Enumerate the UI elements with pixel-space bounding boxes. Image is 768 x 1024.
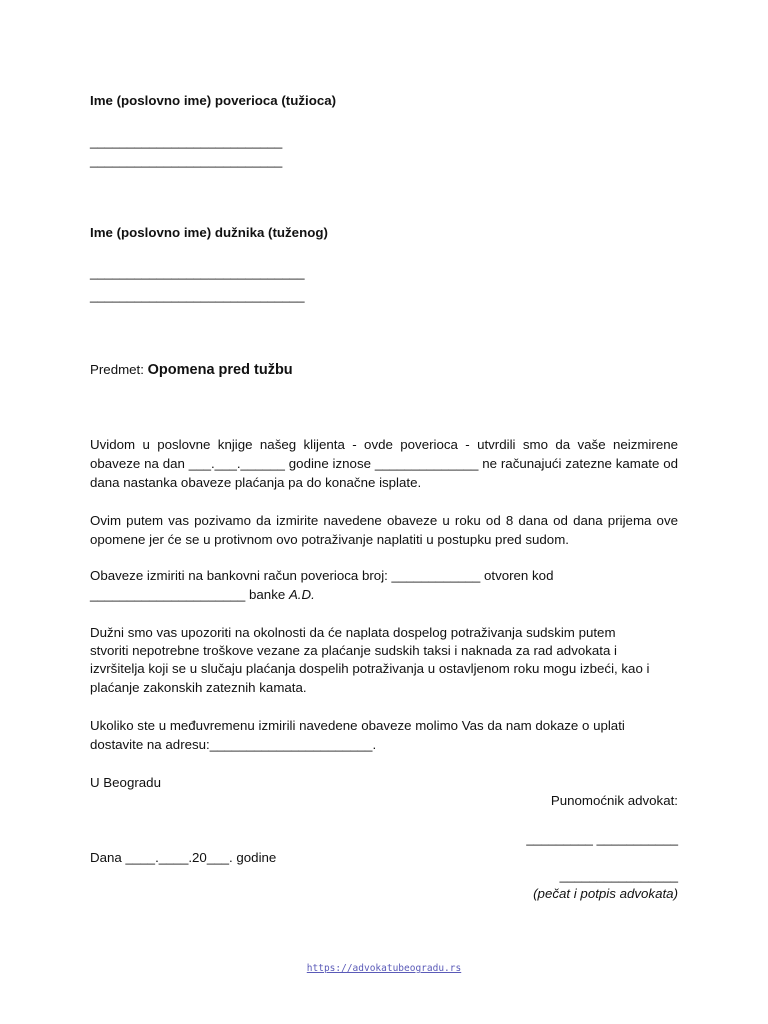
paragraph-warning-line-4: plaćanje zakonskih zateznih kamata.: [90, 680, 307, 695]
paragraph-bank-account-line-1: Obaveze izmiriti na bankovni račun poverioca broj: ____________ otvoren kod: [90, 568, 554, 583]
bank-label: banke: [245, 587, 289, 602]
debtor-blank-line-1: _____________________________: [90, 265, 305, 280]
website-link[interactable]: https://advokatubeogradu.rs: [306, 963, 462, 974]
debtor-heading: Ime (poslovno ime) dužnika (tuženog): [90, 225, 328, 240]
subject-line: [90, 362, 293, 378]
seal-signature-caption: (pečat i potpis advokata): [533, 886, 678, 901]
paragraph-warning-line-1: Dužni smo vas upozoriti na okolnosti da će naplata dospelog potraživanja sudskim putem: [90, 625, 616, 640]
paragraph-bank-account-line-2: [90, 587, 315, 602]
creditor-blank-line-1: __________________________: [90, 134, 283, 149]
city-line: U Beogradu: [90, 775, 161, 790]
debtor-blank-line-2: _____________________________: [90, 288, 305, 303]
bank-blank: _____________________: [90, 587, 246, 602]
paragraph-proof-line-1: Ukoliko ste u međuvremenu izmirili navedene obaveze molimo Vas da nam dokaze o uplati: [90, 718, 625, 733]
paragraph-warning-line-3: izvršitelja koji se u slučaju plaćanja dospelih potraživanja u ostavljenom roku mogu izbeći, kao i: [90, 661, 650, 676]
creditor-blank-line-2: __________________________: [90, 153, 283, 168]
attorney-label: Punomoćnik advokat:: [550, 793, 678, 808]
subject-label: Predmet:: [90, 362, 148, 377]
subject-title: Opomena pred tužbu: [147, 362, 293, 378]
creditor-heading: Ime (poslovno ime) poverioca (tužioca): [90, 93, 337, 108]
paragraph-warning-line-2: stvoriti nepotrebne troškove vezane za plaćanje sudskih taksi i naknada za rad advokata i: [90, 643, 618, 658]
paragraph-outstanding-debt: Uvidom u poslovne knjige našeg klijenta - ovde poverioca - utvrdili smo da vaše neizmirene obaveze na dan ___.___.______ godine iznose ______________ ne računajući zatezne kamate od dana nastanka obaveze plaćanja pa do konačne isplate.: [90, 437, 678, 490]
bank-suffix: A.D.: [288, 587, 315, 602]
attorney-signature-line: _________ ___________: [526, 831, 678, 846]
seal-signature-line: ________________: [559, 868, 678, 883]
paragraph-payment-request: Ovim putem vas pozivamo da izmirite navedene obaveze u roku od 8 dana od dana prijema ove opomene jer će se u protivnom ovo potraživanje naplatiti u postupku pred sudom.: [90, 513, 678, 547]
date-line: Dana ____.____.20___. godine: [90, 850, 277, 865]
paragraph-proof-line-2: dostavite na adresu:______________________.: [90, 737, 377, 752]
